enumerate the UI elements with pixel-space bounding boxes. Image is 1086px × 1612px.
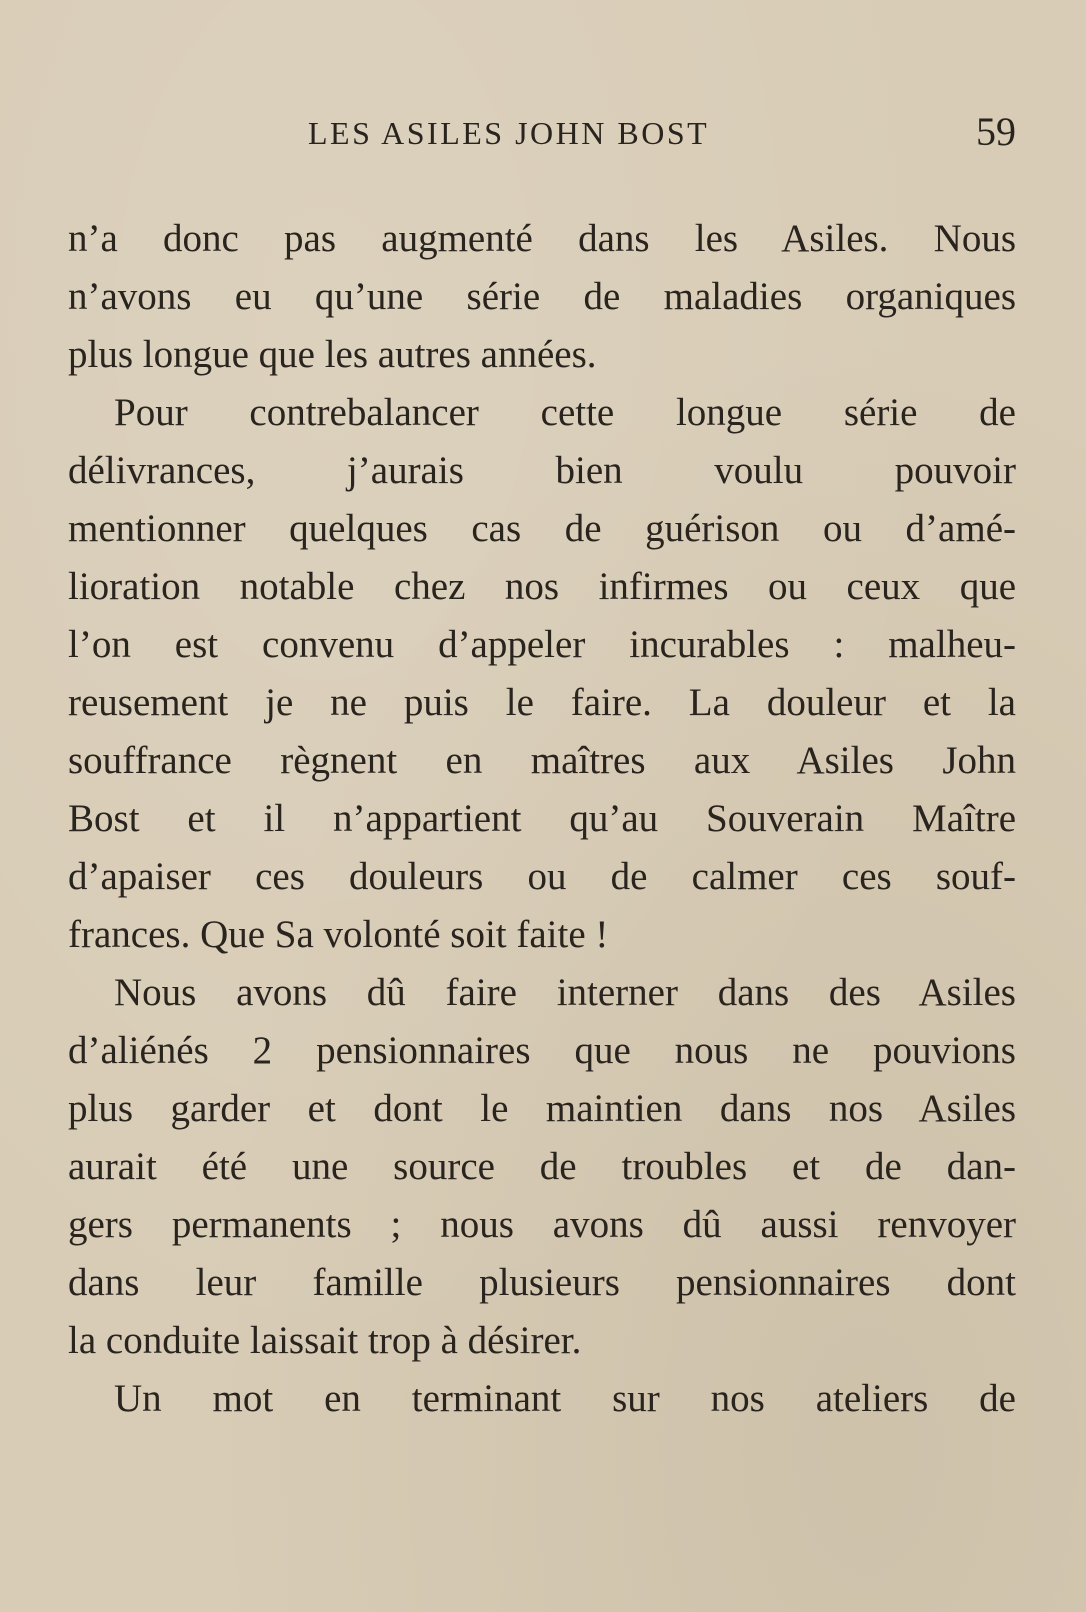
text-line: d’apaiser ces douleurs ou de calmer ces souf- — [68, 855, 1016, 898]
text-line: Un mot en terminant sur nos ateliers de — [114, 1377, 1016, 1420]
text-line: Pour contrebalancer cette longue série de — [114, 391, 1016, 434]
text-line: la conduite laissait trop à désirer. — [68, 1319, 582, 1362]
text-line: reusement je ne puis le faire. La douleur et la — [68, 681, 1016, 724]
text-line: l’on est convenu d’appeler incurables : malheu- — [68, 623, 1016, 666]
text-line: frances. Que Sa volonté soit faite ! — [68, 913, 609, 956]
text-line: n’avons eu qu’une série de maladies organiques — [68, 275, 1016, 318]
text-line: plus garder et dont le maintien dans nos Asiles — [68, 1087, 1016, 1130]
text-line: délivrances, j’aurais bien voulu pouvoir — [68, 449, 1016, 492]
text-line: aurait été une source de troubles et de dan- — [68, 1145, 1016, 1188]
text-line: gers permanents ; nous avons dû aussi renvoyer — [68, 1203, 1016, 1246]
body-text — [68, 210, 1016, 1428]
text-line: Nous avons dû faire interner dans des Asiles — [114, 971, 1016, 1014]
text-line: d’aliénés 2 pensionnaires que nous ne pouvions — [68, 1029, 1016, 1072]
text-line: Bost et il n’appartient qu’au Souverain Maître — [68, 797, 1016, 840]
text-line: n’a donc pas augmenté dans les Asiles. Nous — [68, 217, 1016, 260]
text-line: souffrance règnent en maîtres aux Asiles John — [68, 739, 1016, 782]
running-title: LES ASILES JOHN BOST — [308, 115, 710, 151]
text-line: plus longue que les autres années. — [68, 333, 597, 376]
running-header — [0, 108, 1086, 158]
page-number: 59 — [976, 109, 1016, 154]
text-line: dans leur famille plusieurs pensionnaires dont — [68, 1261, 1016, 1304]
text-line: lioration notable chez nos infirmes ou ceux que — [68, 565, 1016, 608]
text-line: mentionner quelques cas de guérison ou d’amé- — [68, 507, 1016, 550]
